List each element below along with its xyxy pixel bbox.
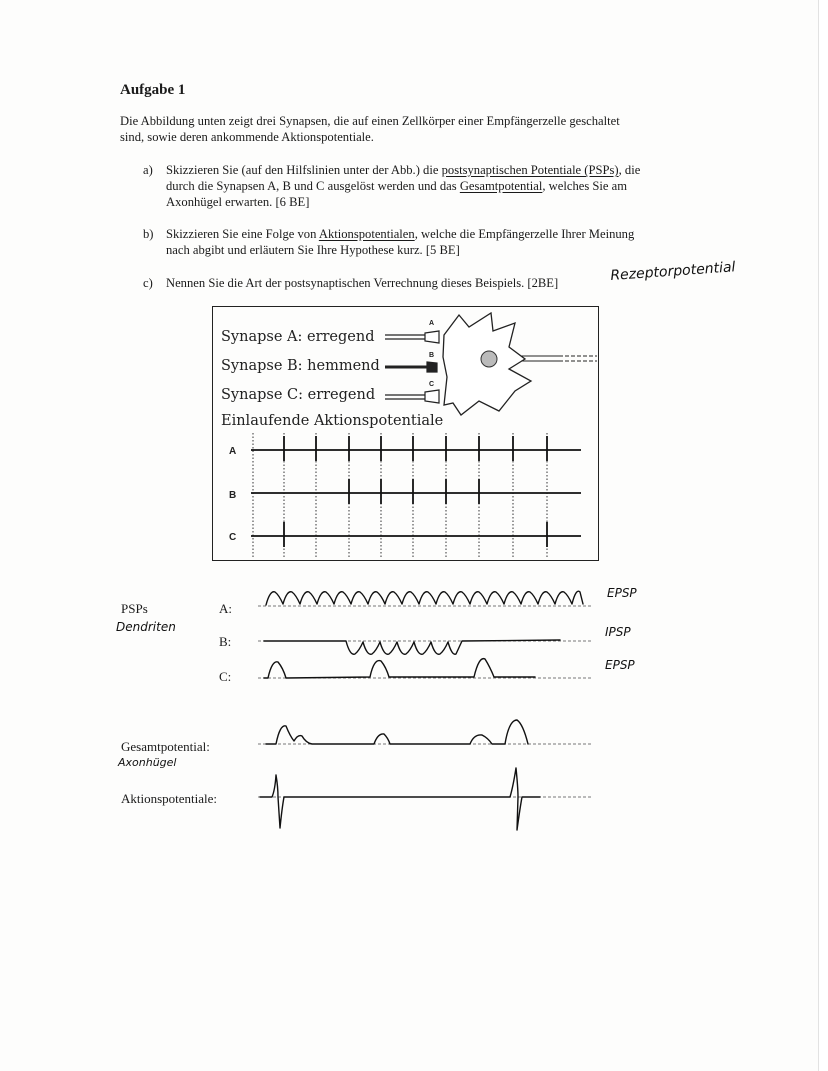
gesamt-label: Gesamtpotential:: [121, 739, 210, 754]
task-title: Aufgabe 1: [120, 82, 186, 98]
ap-label: Aktionspotentiale:: [121, 791, 218, 806]
subtask-b-line: nach abgibt und erläutern Sie Ihre Hypothese kurz. [5 BE]: [166, 243, 460, 257]
synapse-b-label: Synapse B: hemmend: [221, 358, 380, 374]
psp-row-b-label: B:: [219, 634, 232, 649]
sketch-psp-a: [266, 591, 583, 605]
text-run: , die: [618, 163, 641, 177]
sketch-gesamt: [266, 720, 528, 744]
subtask-b-label: b): [143, 227, 154, 241]
ap-row-a-label: A: [229, 446, 237, 457]
text-run: Skizzieren Sie (auf den Hilfslinien unter der Abb.) die: [166, 163, 442, 177]
text-run: , welches Sie am: [542, 179, 628, 193]
text-run: Skizzieren Sie eine Folge von: [166, 227, 319, 241]
underlined-term: postsynaptischen Potentiale (PSPs): [441, 163, 619, 177]
ap-row-b-label: B: [229, 490, 237, 501]
subtask-c-label: c): [143, 276, 153, 290]
gesamt-note: Axonhügel: [118, 756, 177, 769]
psp-note-c: EPSP: [605, 658, 635, 672]
synapse-a-label: Synapse A: erregend: [221, 329, 375, 345]
text-run: , welche die Empfängerzelle Ihrer Meinung: [414, 227, 635, 241]
sketch-psp-b: [264, 640, 560, 654]
psp-row-c-label: C:: [219, 669, 232, 684]
psps-label: PSPs: [121, 601, 148, 616]
intro-line: sind, sowie deren ankommende Aktionspotentiale.: [120, 130, 374, 144]
intro-line: Die Abbildung unten zeigt drei Synapsen, die auf einen Zellkörper einer Empfängerzelle geschaltet: [120, 114, 620, 128]
underlined-term: Gesamtpotential: [459, 179, 543, 193]
underlined-term: Aktionspotentialen: [318, 227, 415, 241]
ap-row-c-label: C: [229, 532, 237, 543]
text-run: durch die Synapsen A, B und C ausgelöst werden und das: [166, 179, 460, 193]
psp-note-b: IPSP: [605, 625, 631, 639]
psp-row-a-label: A:: [219, 601, 232, 616]
sketch-psp-c: [264, 659, 535, 678]
psps-note: Dendriten: [116, 620, 176, 634]
terminal-a-label: A: [429, 320, 435, 327]
incoming-ap-title: Einlaufende Aktionspotentiale: [221, 413, 444, 429]
psp-note-a: EPSP: [607, 586, 637, 600]
subtask-c-line: Nennen Sie die Art der postsynaptischen Verrechnung dieses Beispiels. [2BE]: [166, 276, 559, 290]
handwritten-answer-c: Rezeptorpotential: [609, 259, 736, 284]
terminal-b-label: B: [429, 352, 435, 359]
terminal-c-label: C: [429, 381, 435, 388]
synapse-c-label: Synapse C: erregend: [221, 387, 376, 403]
subtask-a-line: Axonhügel erwarten. [6 BE]: [166, 195, 310, 209]
subtask-a-label: a): [143, 163, 153, 177]
sketch-ap: [260, 768, 540, 830]
